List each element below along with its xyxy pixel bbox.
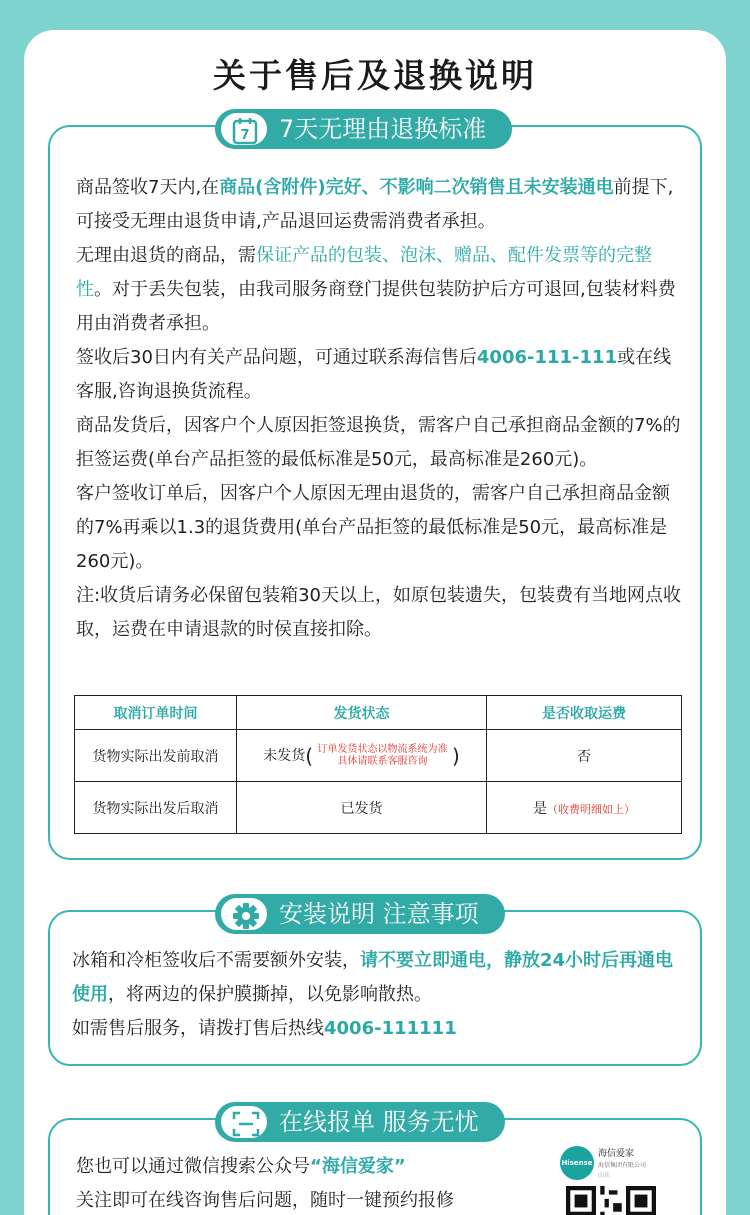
pill-title: 安装说明 注意事项 <box>279 900 479 928</box>
installation-text <box>72 944 690 1046</box>
account-name: 海信爱家 <box>598 1149 635 1159</box>
hisense-logo: Hisense <box>560 1146 594 1180</box>
online-paragraph-2: 关注即可在线咨询售后问题，随时一键预约报修 <box>76 1190 454 1211</box>
paren-close: ) <box>451 743 460 768</box>
table-row <box>75 730 682 782</box>
status-note: 订单发货状态以物流系统为准 具体请联系客服咨询 <box>317 743 448 767</box>
policy-paragraph-4: 商品发货后，因客户个人原因拒签退换货，需客户自己承担商品金额的7%的拒签运费(单台产品拒签的最低标准是50元，最高标准是260元)。 <box>76 415 681 470</box>
table-row <box>75 782 682 834</box>
calendar-icon <box>219 111 269 147</box>
installation-pill <box>215 894 505 934</box>
paren-open: ( <box>305 743 314 768</box>
qr-code-icon[interactable] <box>566 1186 656 1215</box>
pill-title: 在线报单 服务无忧 <box>279 1108 479 1136</box>
policy-paragraph-3: 签收后30日内有关产品问题，可通过联系海信售后4006-111-111或在线客服,咨询退换货流程。 <box>76 347 672 402</box>
install-paragraph-1: 冰箱和冷柜签收后不需要额外安装，请不要立即通电，静放24小时后再通电使用，将两边的保护膜撕掉，以免影响散热。 <box>72 950 674 1005</box>
pill-title: 7天无理由退换标准 <box>279 115 487 143</box>
account-location: 山东 <box>598 1172 611 1179</box>
policy-paragraph-6: 注:收货后请务必保留包装箱30天以上，如原包装遗失，包装费有当地网点收取，运费在申请退款的时侯直接扣除。 <box>76 585 681 640</box>
online-service-pill <box>215 1102 505 1142</box>
table-cell-fee: 否 <box>487 730 682 782</box>
svg-text:7: 7 <box>240 128 250 143</box>
account-org: 海信集团有限公司 <box>598 1162 647 1169</box>
table-cell-status: 未发货( 订单发货状态以物流系统为准 具体请联系客服咨询 ) <box>237 730 487 782</box>
table-header-cell: 取消订单时间 <box>75 696 237 730</box>
wechat-qr-card <box>560 1140 676 1215</box>
online-paragraph-1: 您也可以通过微信搜索公众号“海信爱家” <box>76 1156 406 1177</box>
cancellation-fee-table <box>74 695 682 834</box>
table-cell-time: 货物实际出发前取消 <box>75 730 237 782</box>
install-paragraph-2: 如需售后服务，请拨打售后热线4006-111111 <box>72 1018 457 1039</box>
return-policy-section <box>48 125 702 860</box>
policy-paragraph-1: 商品签收7天内,在商品(含附件)完好、不影响二次销售且未安装通电前提下,可接受无理由退货申请,产品退回运费需消费者承担。 <box>76 177 674 232</box>
gear-icon <box>219 896 269 932</box>
table-header-cell: 是否收取运费 <box>487 696 682 730</box>
online-service-text <box>76 1150 546 1215</box>
table-cell-fee: 是（收费明细如上） <box>487 782 682 834</box>
return-policy-text <box>76 171 686 647</box>
table-header-row <box>75 696 682 730</box>
return-policy-pill <box>215 109 512 149</box>
page-title: 关于售后及退换说明 <box>213 56 537 95</box>
policy-paragraph-2: 无理由退货的商品，需保证产品的包装、泡沫、赠品、配件发票等的完整性。对于丢失包装，由我司服务商登门提供包装防护后方可退回,包装材料费用由消费者承担。 <box>76 245 676 334</box>
table-cell-time: 货物实际出发后取消 <box>75 782 237 834</box>
policy-paragraph-5: 客户签收订单后，因客户个人原因无理由退货的，需客户自己承担商品金额的7%再乘以1.3的退货费用(单台产品拒签的最低标准是50元，最高标准是260元)。 <box>76 483 670 572</box>
table-header-cell: 发货状态 <box>237 696 487 730</box>
scan-icon <box>219 1104 269 1140</box>
table-cell-status: 已发货 <box>237 782 487 834</box>
